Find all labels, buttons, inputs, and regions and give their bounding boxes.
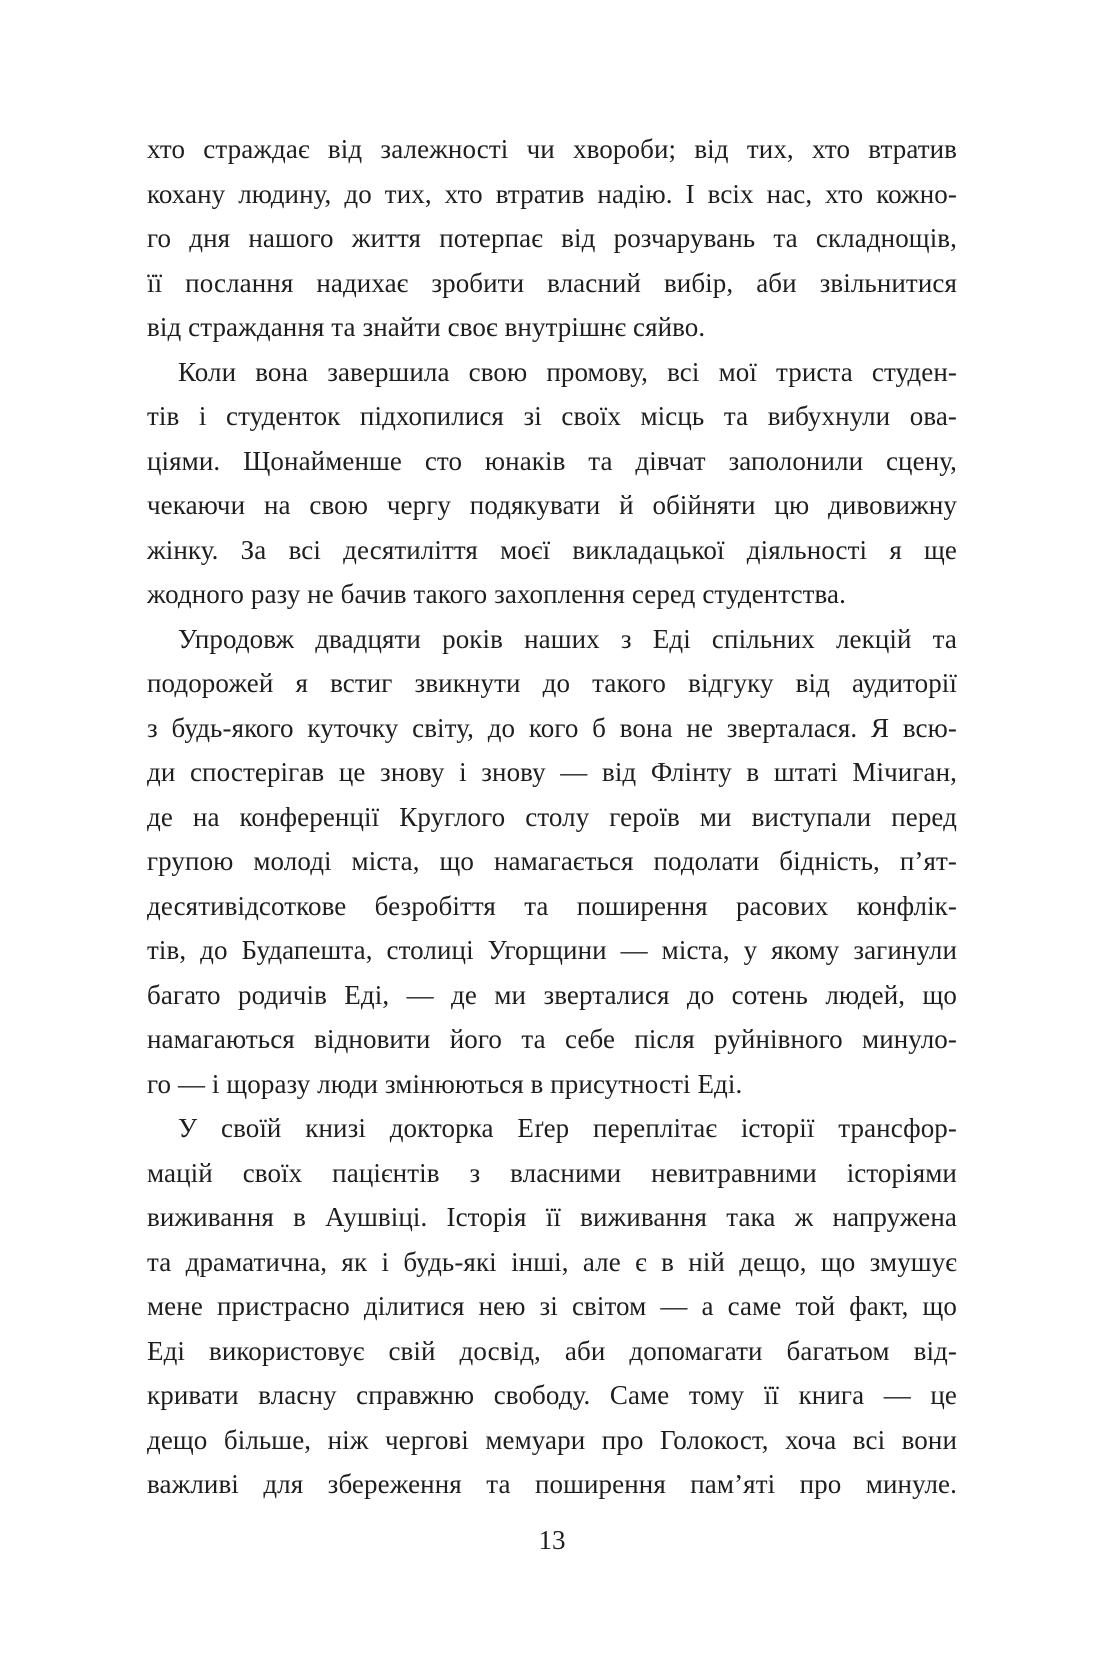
text-line-p3-1: Упродовж двадцяти років наших з Еді спільних лекцій та xyxy=(178,623,957,654)
text-line-p2-3: ціями. Щонайменше сто юнаків та дівчат заполонили сцену, xyxy=(147,445,957,476)
text-line-p4-1: У своїй книзі докторка Еґер переплітає історії трансфор- xyxy=(178,1113,957,1143)
text-line-p3-5: де на конференції Круглого столу героїв ми виступали перед xyxy=(147,801,957,832)
text-line-p1-5: від страждання та знайти своє внутрішнє сяйво. xyxy=(147,312,706,342)
text-line-p3-2: подорожей я встиг звикнути до такого відгуку від аудиторії xyxy=(147,668,957,698)
text-line-p1-3: го дня нашого життя потерпає від розчарувань та складнощів, xyxy=(147,223,957,253)
text-line-p2-5: жінку. За всі десятиліття моєї викладацької діяльності я ще xyxy=(147,534,957,565)
text-line-p2-1: Коли вона завершила свою промову, всі мої триста студен- xyxy=(178,356,957,387)
text-line-p4-2: мацій своїх пацієнтів з власними невитравними історіями xyxy=(147,1157,957,1188)
text-line-p3-9: багато родичів Еді, — де ми зверталися до сотень людей, що xyxy=(147,979,957,1010)
text-line-p2-4: чекаючи на свою чергу подякувати й обійняти цю дивовижну xyxy=(147,490,957,520)
text-line-p1-2: кохану людину, до тих, хто втратив надію. І всіх нас, хто кожно- xyxy=(147,178,957,209)
text-line-p3-10: намагаються відновити його та себе після руйнівного минуло- xyxy=(147,1024,957,1054)
text-line-p4-4: та драматична, як і будь-які інші, але є в ній дещо, що змушує xyxy=(147,1246,957,1277)
text-line-p4-6: Еді використовує свій досвід, аби допомагати багатьом від- xyxy=(147,1335,957,1366)
text-line-p4-8: дещо більше, ніж чергові мемуари про Голокост, хоча всі вони xyxy=(147,1424,957,1455)
text-line-p2-2: тів і студенток підхопилися зі своїх місць та вибухнули ова- xyxy=(147,401,957,431)
text-line-p4-7: кривати власну справжню свободу. Саме тому її книга — це xyxy=(147,1380,957,1410)
text-line-p4-5: мене пристрасно ділитися нею зі світом — а саме той факт, що xyxy=(147,1291,957,1321)
text-line-p3-7: десятивідсоткове безробіття та поширення расових конфлік- xyxy=(147,890,957,921)
page-number: 13 xyxy=(538,1525,566,1555)
page-text-block xyxy=(147,127,957,1507)
text-line-p2-6: жодного разу не бачив такого захоплення серед студентства. xyxy=(147,579,846,609)
text-line-p4-3: виживання в Аушвіці. Історія її виживання така ж напружена xyxy=(147,1202,957,1232)
text-line-p4-9: важливі для збереження та поширення пам’яті про минуле. xyxy=(147,1469,957,1499)
text-line-p3-8: тів, до Будапешта, столиці Угорщини — міста, у якому загинули xyxy=(147,935,957,965)
text-line-p3-6: групою молоді міста, що намагається подолати бідність, п’ят- xyxy=(147,846,957,876)
text-line-p3-4: ди спостерігав це знову і знову — від Флінту в штаті Мічиган, xyxy=(147,757,957,787)
text-line-p3-3: з будь-якого куточку світу, до кого б вона не зверталася. Я всю- xyxy=(147,712,957,743)
text-line-p3-11: го — і щоразу люди змінюються в присутності Еді. xyxy=(147,1068,743,1099)
text-line-p1-1: хто страждає від залежності чи хвороби; від тих, хто втратив xyxy=(147,134,957,164)
text-line-p1-4: її послання надихає зробити власний вибір, аби звільнитися xyxy=(147,267,957,298)
